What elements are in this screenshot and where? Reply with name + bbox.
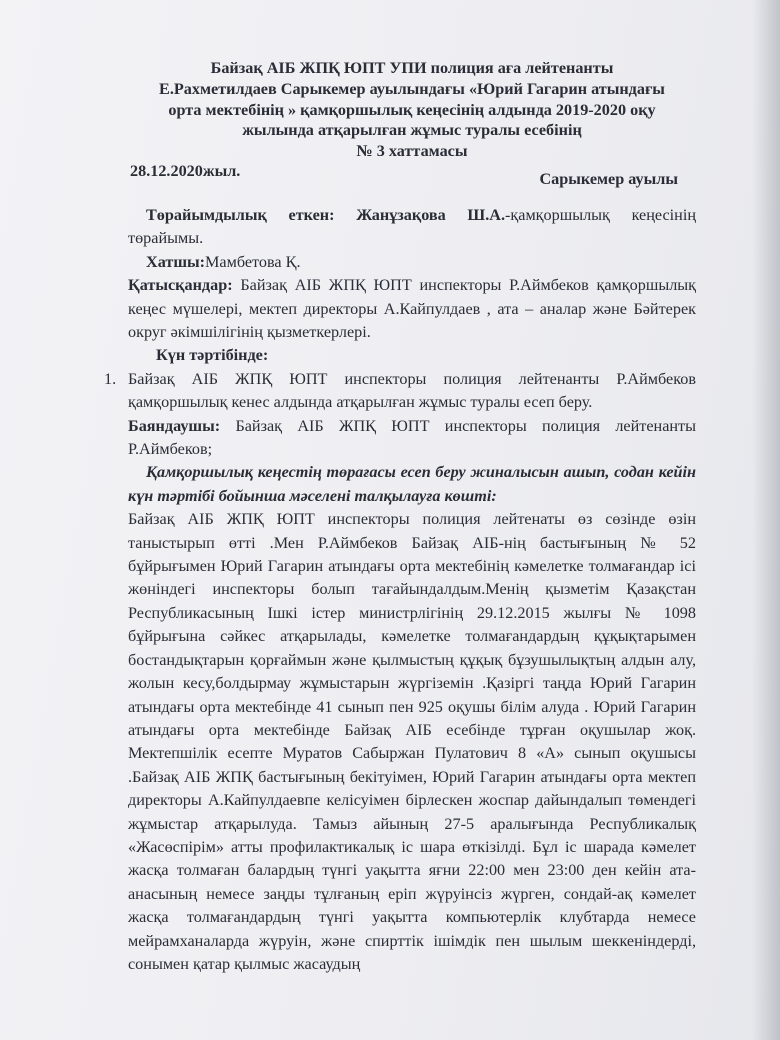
chair-paragraph	[128, 204, 696, 251]
chair-label: Төрайымдылық еткен:	[146, 205, 335, 224]
agenda-title: Күн тәртібінде:	[156, 346, 269, 365]
participants-label: Қатысқандар:	[128, 276, 233, 295]
header-line-1: Байзақ АІБ ЖПҚ ЮПТ УПИ полиция аға лейтенанты	[210, 59, 614, 77]
secretary-name: Мамбетова Қ.	[205, 252, 301, 271]
participants-text: Байзақ АІБ ЖПҚ ЮПТ инспекторы Р.Аймбеков қамқоршылық кеңес мүшелері, мектеп директоры А.Кайпулдаев , ата – аналар және Бәйтерек округ әкімшілігінің қызметкерлері.	[128, 276, 697, 342]
opening-paragraph: Қамқоршылық кеңестің төрағасы есеп беру жиналысын ашып, содан кейін күн тәртібі бойынша мәселені талқылауға көшті:	[128, 463, 696, 505]
document-header	[128, 58, 696, 162]
speaker-label: Баяндаушы:	[128, 416, 221, 435]
page-edge-shadow	[752, 0, 780, 1040]
date-place-row	[128, 162, 696, 186]
speaker-paragraph	[128, 415, 696, 462]
main-paragraph: Байзақ АІБ ЖПҚ ЮПТ инспекторы полиция лейтенаты өз сөзінде өзін таныстырып өтті .Мен Р.Аймбеков Байзақ АІБ-нің бастығының № 52 бұйрығымен Юрий Гагарин атындағы орта мектебінің кәмелетке толмағандар ісі жөніндегі инспекторы болып тағайындалдым.Менің қызметім Қазақстан Республикасының Ішкі істер министрлігінің 29.12.2015 жылғы № 1098 бұйрығына сәйкес атқарылады, кәмелетке толмағандардың құқықтарымен бостандықтарын қорғаймын және қылмыстың құқық бұзушылықтың алдын алу, жолын кесу,болдырмау жұмыстарын жүргіземін .Қазіргі таңда Юрий Гагарин атындағы орта мектебінде 41 сынып пен 925 оқушы білім алуда . Юрий Гагарин атындағы орта мектебінде Байзақ АІБ есебінде тұрған оқушылар жоқ. Мектепшілік есепте Муратов Сабыржан Пулатович 8 «А» сынып оқушысы .Байзақ АІБ ЖПҚ бастығының бекітуімен, Юрий Гагарин атындағы орта мектеп директоры А.Кайпулдаевпе келісуімен бірлескен жоспар дайындалып төмендегі жұмыстар атқарылуда. Тамыз айының 27-5 аралығында Республикалық «Жасөспірім» атты профилактикалық іс шара өткізілді. Бұл іс шарада кәмелет жасқа толмаған балардың түнгі уақытта яғни 22:00 мен 23:00 ден кейін ата-анасының немесе заңды тұлғаның еріп жүруінсіз жүрген, сондай-ақ кәмелет жасқа толмағандардың түнгі уақытта компьютерлік клубтарда немесе мейрамханаларда жүруін, және спирттік ішімдік пен шылым шеккеніндерді, сонымен қатар қылмыс жасаудың	[128, 510, 696, 973]
chair-name: Жанұзақова Ш.А.	[356, 205, 505, 224]
document-place: Сарыкемер ауылы	[539, 169, 678, 188]
header-line-3: орта мектебінің » қамқоршылық кеңесінің алдында 2019-2020 оқу	[168, 100, 656, 119]
document-content	[104, 58, 697, 976]
agenda-item-text: Байзақ АІБ ЖПҚ ЮПТ инспекторы полиция лейтенанты Р.Аймбеков қамқоршылық кенес алдында атқарылған жұмыс туралы есеп беру.	[128, 369, 696, 412]
document-date: 28.12.2020жыл.	[130, 161, 241, 180]
speaker-text: Байзақ АІБ ЖПҚ ЮПТ инспекторы полиция лейтенанты Р.Аймбеков;	[128, 416, 696, 459]
agenda-item-number: 1.	[104, 369, 117, 388]
agenda-item	[104, 368, 696, 415]
header-line-2: Е.Рахметилдаев Сарыкемер ауылындағы «Юрий Гагарин атындағы	[159, 79, 665, 98]
header-line-5: № 3 хаттамасы	[356, 142, 468, 161]
secretary-paragraph	[128, 251, 696, 274]
chair-role: -қамқоршылық кеңесінің төрайымы.	[128, 205, 696, 248]
secretary-label: Хатшы:	[146, 252, 206, 271]
document-body	[104, 204, 697, 976]
participants-paragraph	[128, 274, 696, 344]
header-line-4: жылында атқарылған жұмыс туралы есебінің	[242, 121, 582, 140]
